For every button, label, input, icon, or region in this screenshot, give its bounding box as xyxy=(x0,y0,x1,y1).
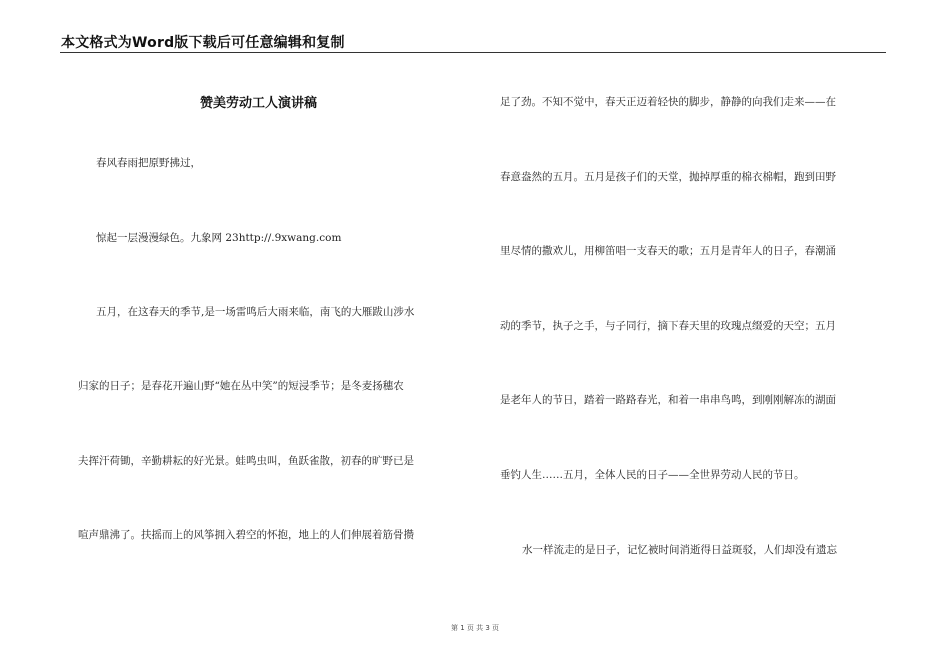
paragraph-line: 春意盎然的五月。五月是孩子们的天堂，抛掉厚重的棉衣棉帽，跑到田野 xyxy=(500,171,836,183)
document-title: 赞美劳动工人演讲稿 xyxy=(200,96,318,111)
paragraph-line: 归家的日子；是春花开遍山野“她在丛中笑”的短浸季节；是冬麦扬穗农 xyxy=(78,380,404,392)
download-banner: 本文格式为Word版下载后可任意编辑和复制 xyxy=(61,35,345,51)
paragraph-line: 惊起一层漫漫绿色。九象网 23http://.9xwang.com xyxy=(96,232,342,244)
page-number-footer: 第 1 页 共 3 页 xyxy=(450,624,500,632)
left-column xyxy=(78,0,468,600)
paragraph-line: 动的季节，执子之手，与子同行，摘下春天里的玫瑰点缀爱的天空；五月 xyxy=(500,320,836,332)
paragraph-line: 垂钓人生……五月，全体人民的日子——全世界劳动人民的节日。 xyxy=(500,469,805,481)
paragraph-line: 夫挥汗荷锄，辛勤耕耘的好光景。蛙鸣虫叫，鱼跃雀散，初春的旷野已是 xyxy=(78,455,414,467)
paragraph-line: 水一样流走的是日子，记忆被时间消逝得日益斑驳，人们却没有遗忘 xyxy=(522,544,837,556)
paragraph-line: 春风春雨把原野拂过， xyxy=(96,157,201,169)
right-column xyxy=(500,0,890,600)
paragraph-line: 喧声鼎沸了。扶摇而上的风筝拥入碧空的怀抱，地上的人们伸展着筋骨攒 xyxy=(78,529,414,541)
paragraph-line: 足了劲。不知不觉中，春天正迈着轻快的脚步，静静的向我们走来——在 xyxy=(500,96,836,108)
paragraph-line: 是老年人的节日，踏着一路路春光，和着一串串鸟鸣，到刚刚解冻的湖面 xyxy=(500,394,836,406)
paragraph-line: 里尽情的撒欢儿，用柳笛唱一支春天的歌；五月是青年人的日子，春潮涌 xyxy=(500,245,836,257)
paragraph-line: 五月，在这春天的季节,是一场雷鸣后大雨来临，南飞的大雁跋山涉水 xyxy=(96,306,415,318)
